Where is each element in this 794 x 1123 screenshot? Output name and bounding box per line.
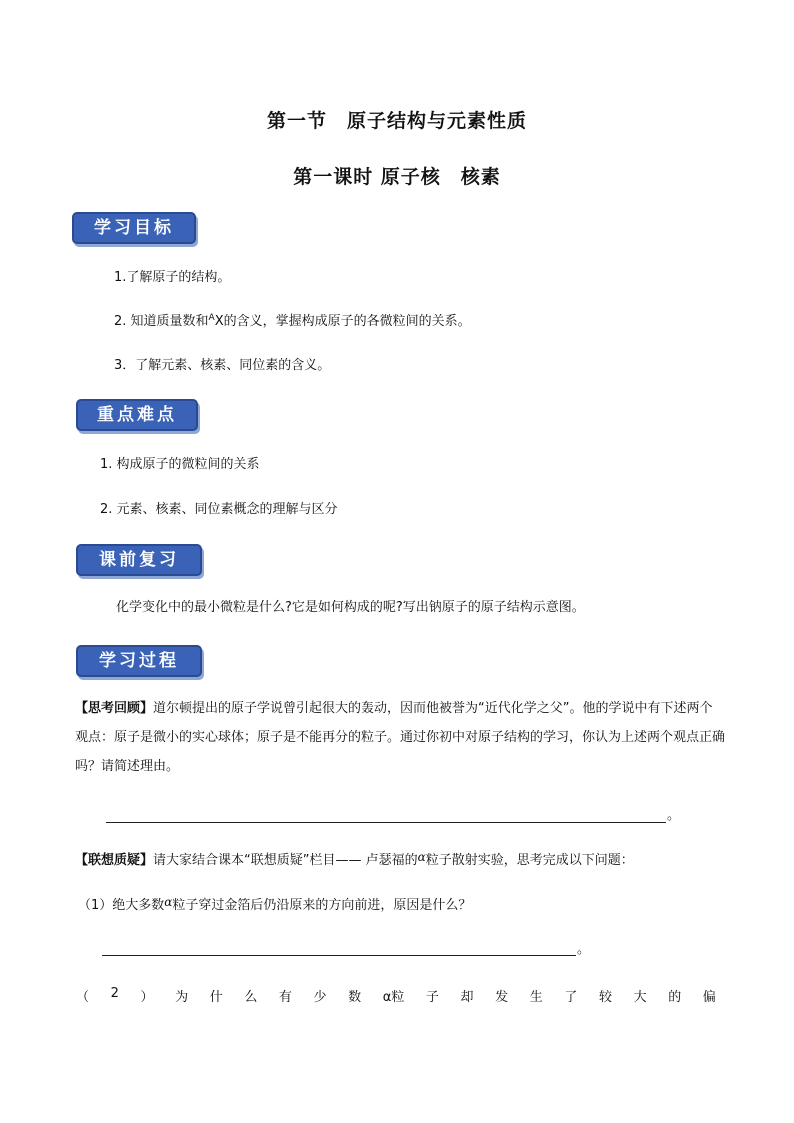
badge-key-points: 重点难点	[76, 399, 198, 431]
association-question: 【联想质疑】请大家结合课本“联想质疑”栏目—— 卢瑟福的α粒子散射实验，思考完成以下问题：	[75, 850, 634, 868]
goal-item-3: 3．了解元素、核素、同位素的含义。	[114, 358, 331, 373]
think-review-label: 【思考回顾】	[75, 701, 154, 716]
answer-line-2[interactable]	[102, 955, 576, 956]
answer-line-1[interactable]	[106, 822, 666, 823]
association-label: 【联想质疑】	[75, 853, 154, 868]
alpha-symbol: α	[417, 850, 426, 864]
goal-item-2: 2. 知道质量数和$^A$X的含义，掌握构成原子的各微粒间的关系。	[114, 313, 471, 329]
answer-line-1-period: 。	[667, 808, 681, 823]
key-point-2: 2. 元素、核素、同位素概念的理解与区分	[100, 502, 338, 517]
goal-item-1: 1.了解原子的结构。	[114, 270, 231, 285]
badge-learning-process: 学习过程	[76, 645, 202, 677]
review-question: 化学变化中的最小微粒是什么?它是如何构成的呢?写出钠原子的原子结构示意图。	[116, 600, 585, 615]
key-point-1: 1. 构成原子的微粒间的关系	[100, 457, 260, 472]
badge-learning-goals: 学习目标	[72, 212, 196, 244]
answer-line-2-period: 。	[577, 942, 591, 957]
page-subtitle: 第一课时 原子核 核素	[293, 166, 501, 188]
page-title: 第一节 原子结构与元素性质	[266, 110, 527, 132]
think-review-paragraph: 【思考回顾】道尔顿提出的原子学说曾引起很大的轰动，因而他被誉为“近代化学之父”。他的学说中有下述两个观点：原子是微小的实心球体；原子是不能再分的粒子。通过你初中对原子结构的学习，你认为上述两个观点正确吗？请简述理由。	[75, 701, 726, 774]
question-1: （1）绝大多数α粒子穿过金箔后仍沿原来的方向前进，原因是什么？	[78, 895, 472, 913]
badge-pre-class-review: 课前复习	[76, 544, 202, 576]
mass-number-sup: A	[208, 313, 215, 323]
question-2-spread: （ 2 ） 为 什 么 有 少 数 α粒 子 却 发 生 了 较 大 的 偏	[76, 986, 716, 1005]
alpha-symbol-q1: α	[164, 895, 173, 909]
